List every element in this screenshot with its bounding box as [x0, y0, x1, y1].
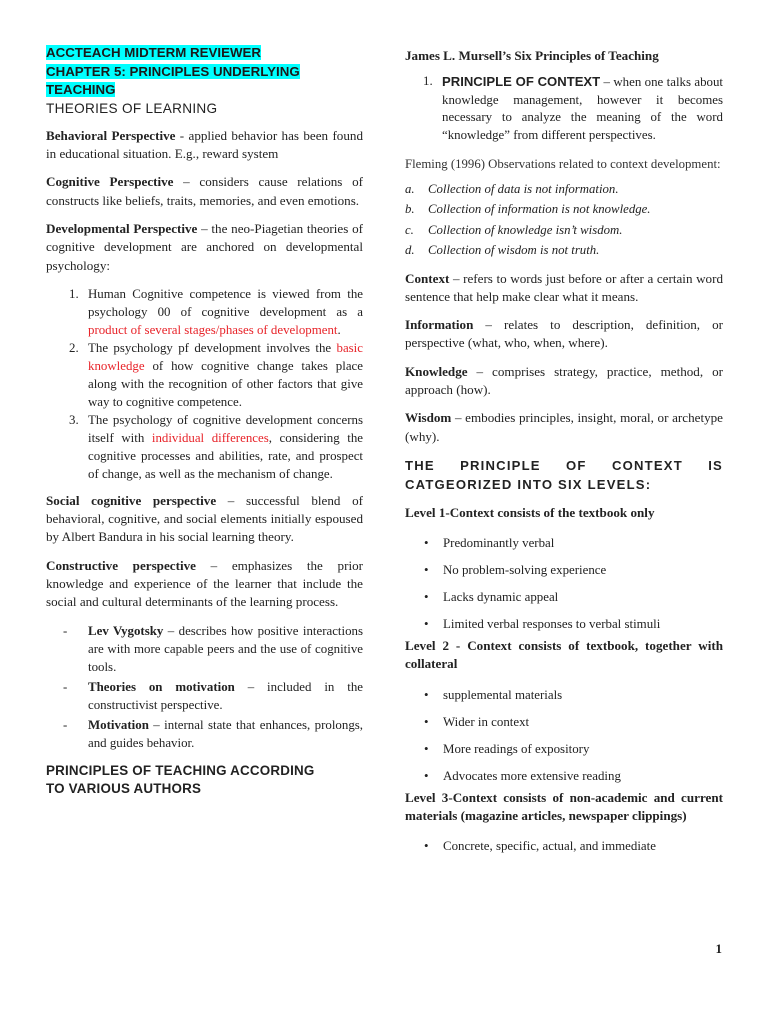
context-paragraph: Context – refers to words just before or after a certain word sentence that help make clear what it means. — [405, 270, 723, 304]
information-paragraph: Information – relates to description, definition, or perspective (what, who, when, where). — [405, 317, 723, 351]
behavioral-text: - applied behavior has been found in educational situation. E.g., reward system — [46, 127, 363, 162]
list-item: b. Collection of information is not knowledge. — [405, 202, 651, 217]
behavioral-term: Behavioral Perspective — [46, 127, 176, 143]
level-1-list — [405, 534, 723, 633]
theories-heading: THEORIES OF LEARNING — [46, 100, 218, 116]
level-2-title: Level 2 - Context consists of textbook, together with collateral — [405, 638, 723, 672]
page-number: 1 — [715, 941, 722, 956]
right-column — [405, 44, 723, 864]
list-item: • supplemental materials — [424, 687, 563, 702]
list-item: 2. The psychology pf development involves the basic knowledge of how cognitive change takes place along with the recognition of other factors that give way to cognitive competence. — [69, 340, 363, 409]
list-item: 1. PRINCIPLE OF CONTEXT – when one talks about knowledge management, however it becomes necessary to analyze the meaning of the word “knowledge” from different perspectives. — [423, 74, 723, 143]
mursell-list — [405, 73, 723, 144]
behavioral-paragraph — [46, 127, 363, 164]
principle-of-context-term: PRINCIPLE OF CONTEXT — [442, 74, 601, 90]
developmental-paragraph — [46, 220, 363, 275]
wisdom-paragraph: Wisdom – embodies principles, insight, moral, or archetype (why). — [405, 410, 723, 444]
developmental-list — [46, 285, 363, 483]
list-item: 1. Human Cognitive competence is viewed from the psychology 00 of cognitive development as a product of several stages/phases of development. — [69, 286, 363, 337]
cognitive-term: Cognitive Perspective — [46, 174, 174, 190]
level-2-list — [405, 686, 723, 785]
level-3-list — [405, 837, 723, 855]
social-text: – successful blend of behavioral, cognitive, and social elements initially espoused by Albert Bandura in his social learning theory. — [46, 492, 363, 545]
developmental-text: – the neo-Piagetian theories of cognitive development are anchored on developmental psychology: — [46, 220, 363, 273]
constructive-term: Constructive perspective — [46, 557, 196, 573]
list-item: • Limited verbal responses to verbal stimuli — [424, 617, 661, 632]
constructive-list — [46, 622, 363, 753]
list-item: • Wider in context — [424, 714, 530, 729]
cognitive-text: – considers cause relations of constructs like beliefs, traits, memories, and even emotions. — [46, 174, 363, 208]
list-item: • Predominantly verbal — [424, 536, 555, 551]
social-paragraph — [46, 492, 363, 547]
list-item: - Lev Vygotsky – describes how positive interactions are with more capable peers and the use of cognitive tools. — [63, 623, 363, 675]
fleming-paragraph: Fleming (1996) Observations related to context development: — [405, 156, 721, 171]
highlight-red: individual differences — [151, 430, 269, 445]
title-line-1: ACCTEACH MIDTERM REVIEWER — [46, 45, 261, 60]
level-1-title: Level 1-Context consists of the textbook only — [405, 504, 655, 520]
list-item: • Concrete, specific, actual, and immediate — [424, 839, 656, 854]
list-item: c. Collection of knowledge isn’t wisdom. — [405, 222, 623, 237]
highlight-red: basic knowledge — [88, 340, 363, 373]
list-item: • Lacks dynamic appeal — [424, 590, 559, 605]
title-line-3: TEACHING — [46, 82, 116, 97]
principles-heading: PRINCIPLES OF TEACHING ACCORDING TO VARIOUS AUTHORS — [46, 762, 315, 797]
cognitive-paragraph — [46, 173, 363, 210]
constructive-text: – emphasizes the prior knowledge and experience of the learner that include the social and cultural determinants of the learning process. — [46, 557, 363, 610]
list-item: d. Collection of wisdom is not truth. — [405, 243, 600, 258]
list-item: 3. The psychology of cognitive development concerns itself with individual differences, considering the cognitive processes and abilities, rate, and prospect of change, as well as the mechanism of change. — [69, 412, 363, 481]
levels-heading: THE PRINCIPLE OF CONTEXT IS CATGEORIZED INTO SIX LEVELS: — [405, 457, 723, 492]
list-item: • No problem-solving experience — [424, 563, 607, 578]
list-item: • More readings of expository — [424, 741, 590, 756]
highlight-red: product of several stages/phases of development — [88, 322, 338, 337]
left-column — [46, 44, 363, 799]
fleming-list — [405, 179, 723, 261]
knowledge-paragraph: Knowledge – comprises strategy, practice, method, or approach (how). — [405, 363, 723, 397]
social-term: Social cognitive perspective — [46, 492, 217, 508]
list-item: a. Collection of data is not information. — [405, 181, 619, 196]
title-line-2: CHAPTER 5: PRINCIPLES UNDERLYING — [46, 63, 300, 79]
constructive-paragraph — [46, 557, 363, 612]
list-item: - Theories on motivation – included in the constructivist perspective. — [63, 679, 363, 713]
document-title — [46, 44, 363, 100]
list-item: • Advocates more extensive reading — [424, 768, 621, 783]
level-3-title: Level 3-Context consists of non-academic and current materials (magazine articles, newspaper clippings) — [405, 789, 723, 824]
mursell-heading: James L. Mursell’s Six Principles of Teaching — [405, 48, 659, 63]
list-item: - Motivation – internal state that enhances, prolongs, and guides behavior. — [63, 717, 363, 751]
developmental-term: Developmental Perspective — [46, 220, 198, 236]
